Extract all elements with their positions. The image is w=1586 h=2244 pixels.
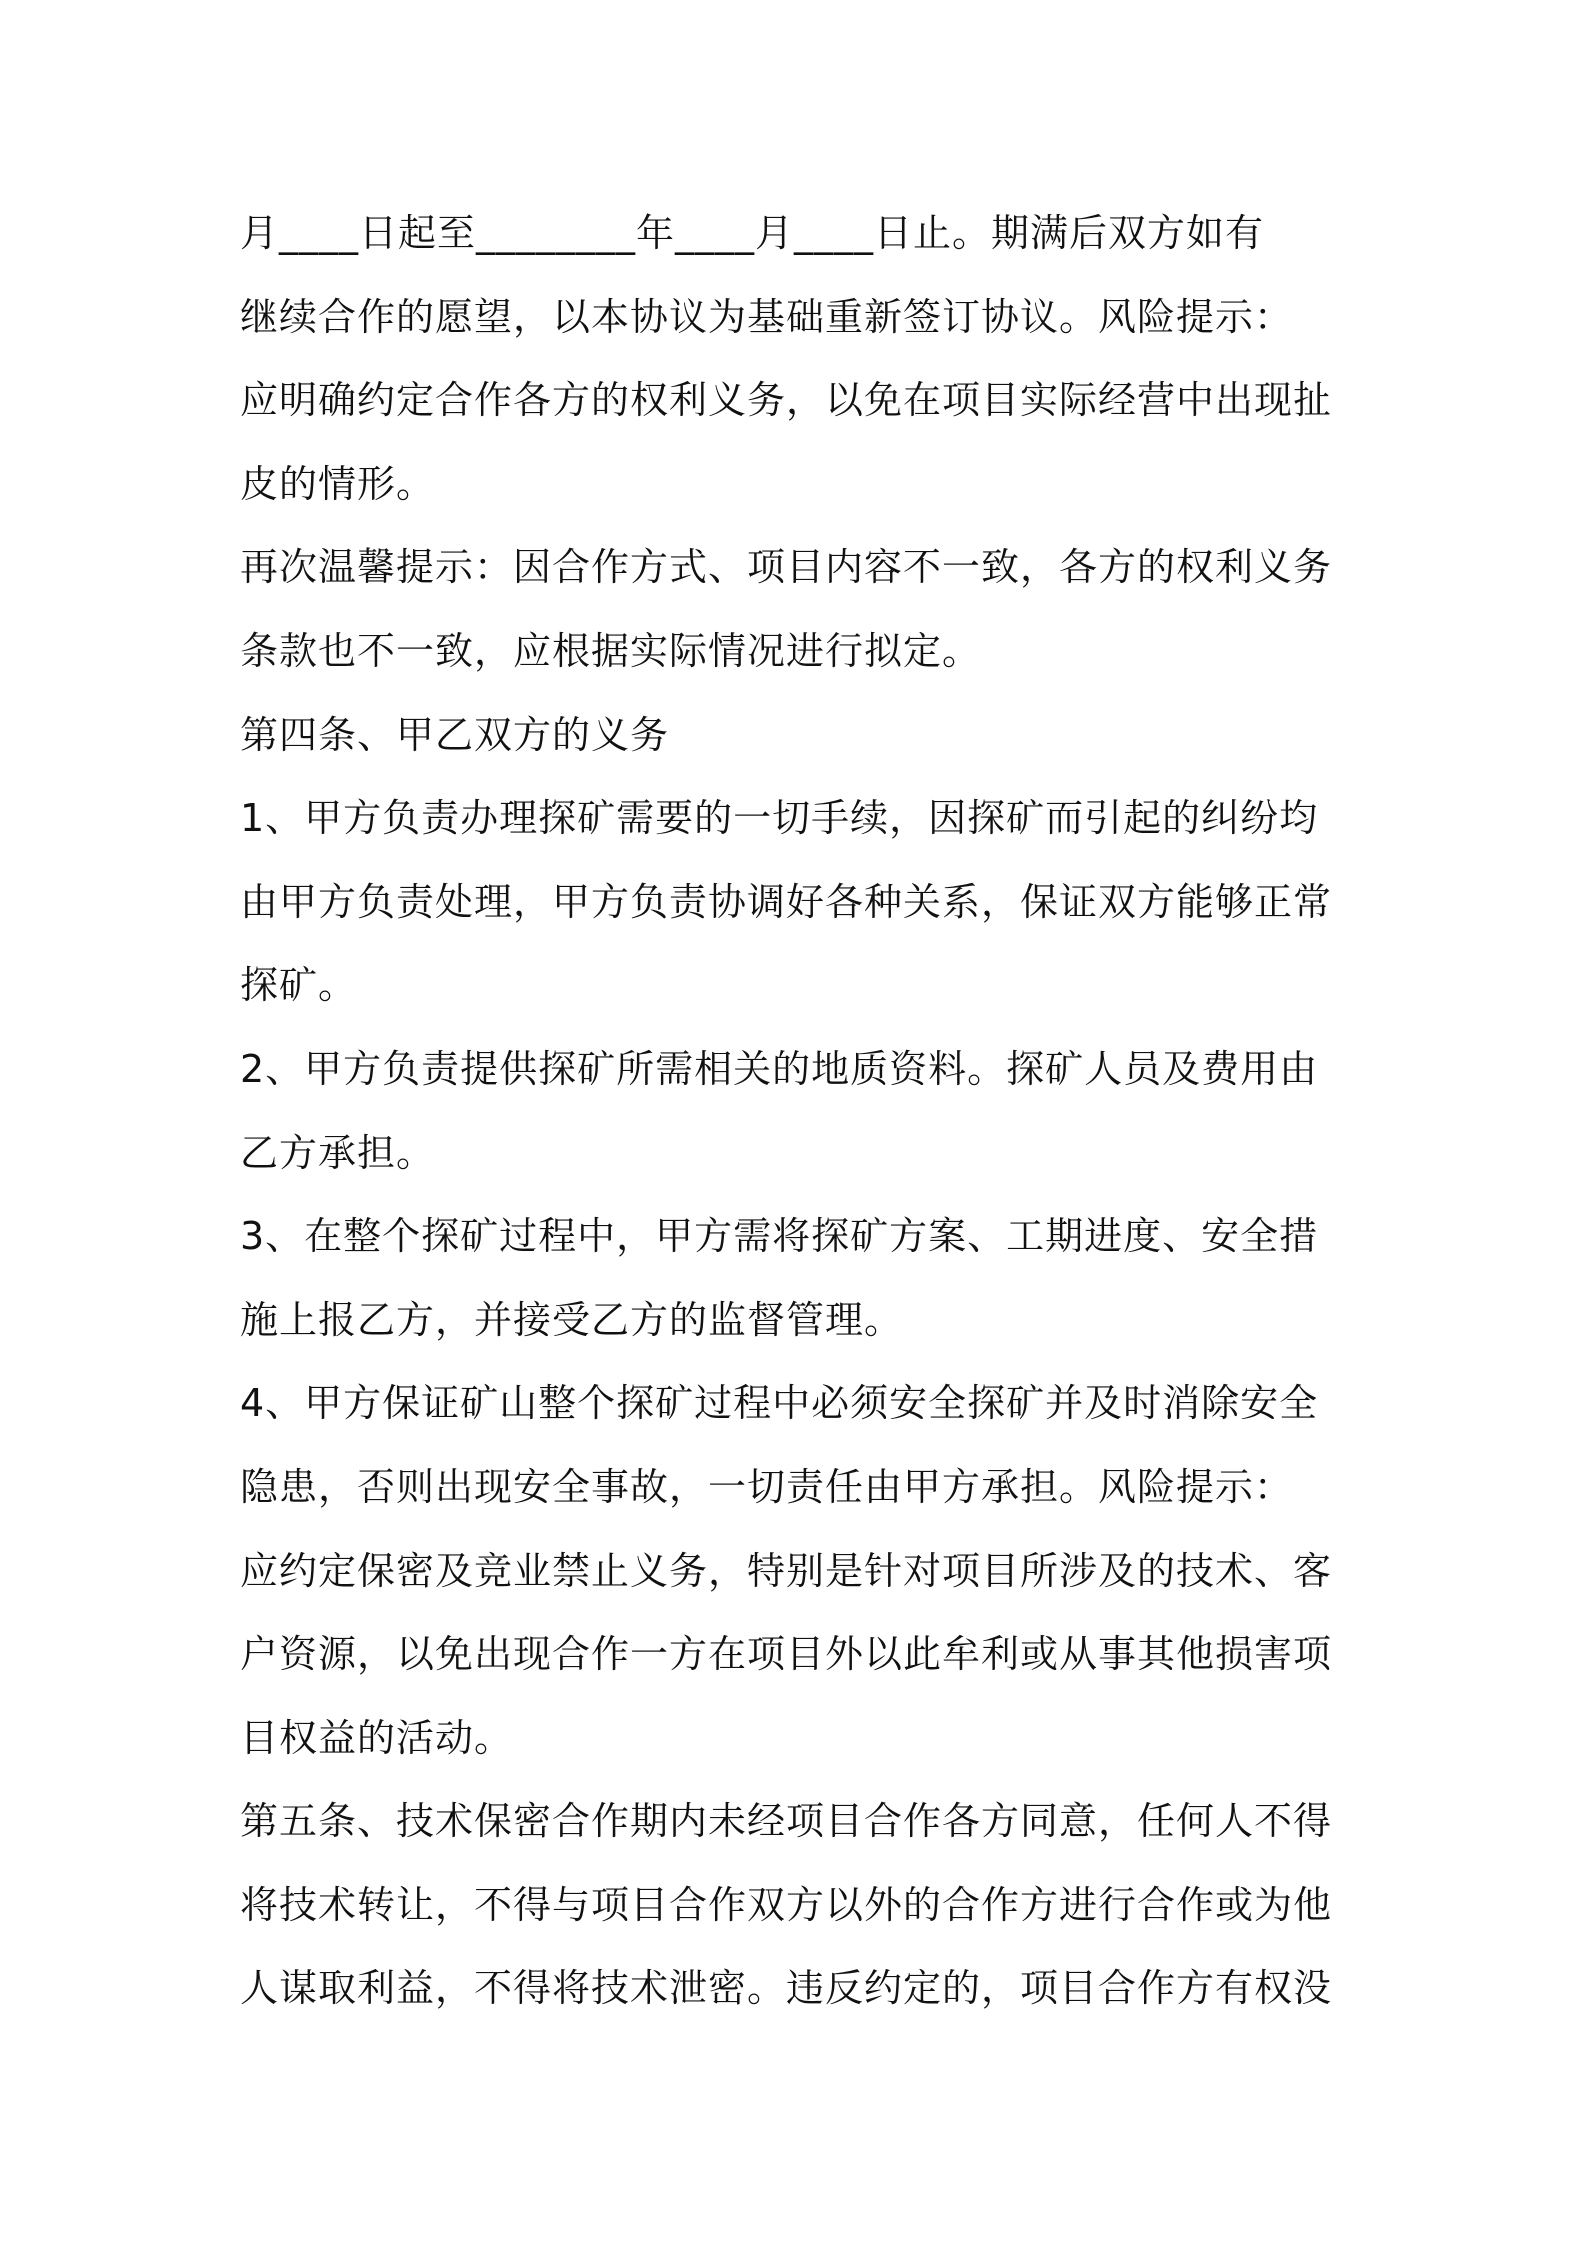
text-line: 3、在整个探矿过程中，甲方需将探矿方案、工期进度、安全措	[240, 1214, 1319, 1259]
text-line: 将技术转让，不得与项目合作双方以外的合作方进行合作或为他	[240, 1882, 1333, 1927]
text-line: 乙方承担。	[240, 1130, 436, 1175]
text-line: 皮的情形。	[240, 461, 436, 506]
section-heading-article-4: 第四条、甲乙双方的义务	[240, 712, 670, 757]
text-line: 应明确约定合作各方的权利义务，以免在项目实际经营中出现扯	[240, 378, 1333, 423]
text-line: 1、甲方负责办理探矿需要的一切手续，因探矿而引起的纠纷均	[240, 796, 1319, 841]
text-line: 4、甲方保证矿山整个探矿过程中必须安全探矿并及时消除安全	[240, 1381, 1319, 1426]
document-body	[240, 192, 1360, 2031]
text-line: 由甲方负责处理，甲方负责协调好各种关系，保证双方能够正常	[240, 879, 1333, 924]
section-heading-article-5: 第五条、技术保密合作期内未经项目合作各方同意，任何人不得	[240, 1799, 1333, 1844]
text-line: 隐患，否则出现安全事故，一切责任由甲方承担。风险提示：	[240, 1464, 1294, 1509]
text-line: 条款也不一致，应根据实际情况进行拟定。	[240, 628, 982, 673]
text-line: 人谋取利益，不得将技术泄密。违反约定的，项目合作方有权没	[240, 1966, 1333, 2011]
text-line: 继续合作的愿望，以本协议为基础重新签订协议。风险提示：	[240, 294, 1294, 339]
text-line: 探矿。	[240, 963, 358, 1008]
text-line: 施上报乙方，并接受乙方的监督管理。	[240, 1297, 904, 1342]
text-line: 2、甲方负责提供探矿所需相关的地质资料。探矿人员及费用由	[240, 1046, 1319, 1091]
text-line: 目权益的活动。	[240, 1715, 514, 1760]
text-line: 户资源，以免出现合作一方在项目外以此牟利或从事其他损害项	[240, 1632, 1333, 1677]
text-line: 月____日起至________年____月____日止。期满后双方如有	[240, 211, 1265, 255]
text-line: 再次温馨提示：因合作方式、项目内容不一致，各方的权利义务	[240, 545, 1333, 590]
text-line: 应约定保密及竞业禁止义务，特别是针对项目所涉及的技术、客	[240, 1548, 1333, 1593]
